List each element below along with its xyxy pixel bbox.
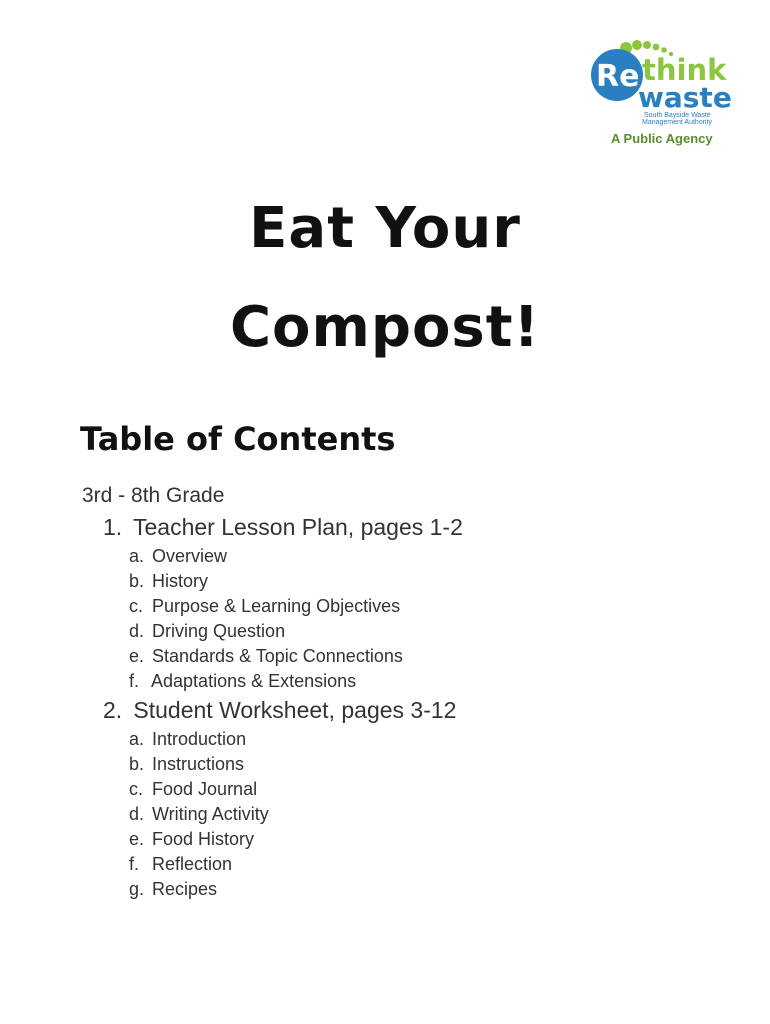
item-letter: a.	[129, 729, 145, 749]
item-label: Standards & Topic Connections	[152, 646, 403, 666]
item-letter: e.	[129, 829, 145, 849]
section-label: Teacher Lesson Plan, pages 1-2	[132, 514, 463, 540]
logo-dot	[632, 40, 642, 50]
logo-dot	[653, 44, 660, 51]
logo-authority-line2: Management Authority	[642, 119, 713, 126]
list-item	[129, 779, 257, 800]
item-letter: d.	[129, 804, 145, 824]
logo-authority-line1: South Bayside Waste	[644, 112, 711, 119]
toc-heading: Table of Contents	[80, 420, 396, 458]
item-label: Writing Activity	[152, 804, 269, 824]
list-item	[129, 646, 403, 667]
page-title-line2: Compost!	[229, 295, 541, 360]
item-letter: a.	[129, 546, 145, 566]
page-title-line1: Eat Your	[249, 196, 521, 261]
item-label: Introduction	[152, 729, 247, 749]
section-label: Student Worksheet, pages 3-12	[133, 697, 457, 723]
item-letter: d.	[129, 621, 145, 641]
list-item	[129, 729, 246, 750]
item-letter: b.	[129, 754, 145, 774]
list-item	[129, 829, 254, 850]
item-letter: f.	[129, 854, 140, 874]
item-letter: c.	[129, 596, 144, 616]
item-letter: f.	[129, 671, 140, 691]
list-item	[129, 596, 400, 617]
logo-think-text: think	[642, 53, 727, 87]
logo-dot	[643, 41, 651, 49]
item-label: Instructions	[152, 754, 245, 774]
item-label: Reflection	[152, 854, 233, 874]
item-label: History	[152, 571, 209, 591]
item-letter: c.	[129, 779, 144, 799]
item-letter: g.	[129, 879, 145, 899]
list-item	[129, 571, 208, 592]
item-label: Food Journal	[152, 779, 258, 799]
item-label: Recipes	[152, 879, 218, 899]
list-item	[129, 854, 232, 875]
logo-tagline: A Public Agency	[611, 131, 713, 146]
logo-dot	[661, 47, 667, 53]
item-label: Overview	[152, 546, 228, 566]
logo-re-text: Re	[596, 59, 640, 94]
grade-range: 3rd - 8th Grade	[82, 484, 225, 507]
toc-section-student-worksheet	[103, 697, 456, 724]
item-letter: e.	[129, 646, 145, 666]
section-number: 1.	[103, 514, 123, 540]
list-item	[129, 879, 217, 900]
item-label: Food History	[152, 829, 255, 849]
list-item	[129, 754, 244, 775]
item-label: Purpose & Learning Objectives	[152, 596, 401, 616]
item-label: Driving Question	[152, 621, 286, 641]
list-item	[129, 546, 227, 567]
section-number: 2.	[103, 697, 123, 723]
list-item	[129, 671, 356, 692]
item-label: Adaptations & Extensions	[151, 671, 357, 691]
toc-section-teacher-lesson-plan	[103, 514, 463, 541]
list-item	[129, 621, 285, 642]
item-letter: b.	[129, 571, 145, 591]
logo-waste-text: waste	[638, 81, 732, 114]
list-item	[129, 804, 269, 825]
